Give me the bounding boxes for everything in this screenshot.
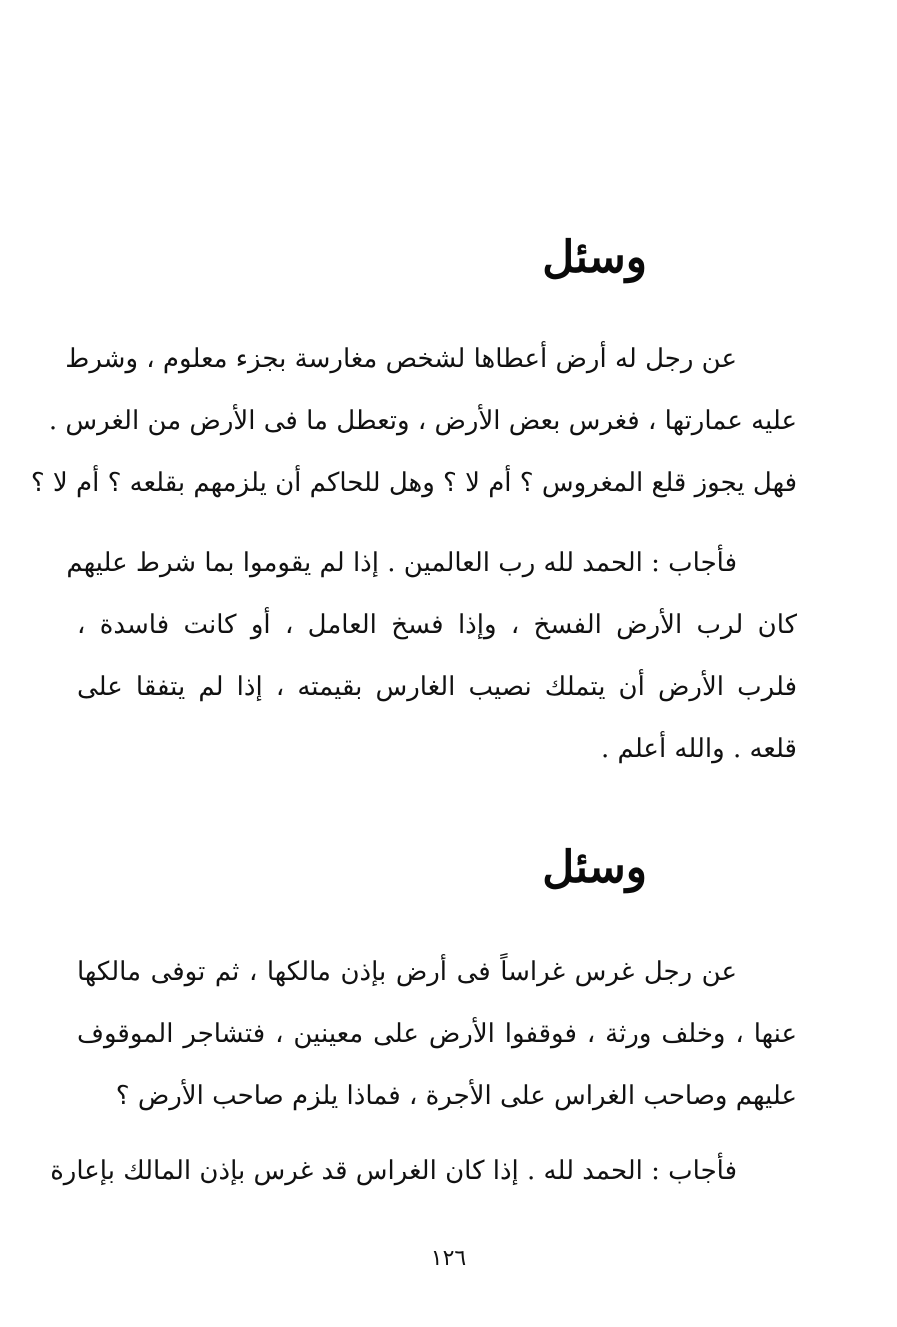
question-line: عن رجل له أرض أعطاها لشخص مغارسة بجزء معلوم ، وشرط	[65, 344, 737, 374]
question-line: عليه عمارتها ، فغرس بعض الأرض ، وتعطل ما فى الأرض من الغرس .	[48, 406, 797, 436]
question-line: عنها ، وخلف ورثة ، فوقفوا الأرض على معينين ، فتشاجر الموقوف	[77, 1019, 797, 1049]
answer-line: كان لرب الأرض الفسخ ، وإذا فسخ العامل ، أو كانت فاسدة ،	[77, 610, 797, 640]
answer-line: قلعه . والله أعلم .	[600, 734, 797, 764]
question-line: عن رجل غرس غراساً فى أرض بإذن مالكها ، ثم توفى مالكها	[77, 957, 737, 987]
question-line: فهل يجوز قلع المغروس ؟ أم لا ؟ وهل للحاكم أن يلزمهم بقلعه ؟ أم لا ؟	[30, 468, 797, 498]
section-1-heading: وسئل	[542, 232, 647, 283]
answer-line: فأجاب : الحمد لله رب العالمين . إذا لم يقوموا بما شرط عليهم	[66, 548, 737, 578]
section-2-answer	[50, 1140, 797, 1202]
question-line: عليهم وصاحب الغراس على الأجرة ، فماذا يلزم صاحب الأرض ؟	[115, 1081, 797, 1111]
answer-line: فأجاب : الحمد لله . إذا كان الغراس قد غرس بإذن المالك بإعارة	[50, 1156, 737, 1186]
page-number: ١٢٦	[430, 1246, 467, 1271]
answer-line: فلرب الأرض أن يتملك نصيب الغارس بقيمته ، إذا لم يتفقا على	[77, 672, 797, 702]
section-2-heading: وسئل	[542, 842, 647, 893]
section-2-question	[77, 941, 797, 1127]
section-1-answer	[66, 532, 797, 780]
section-1-question	[30, 328, 797, 514]
